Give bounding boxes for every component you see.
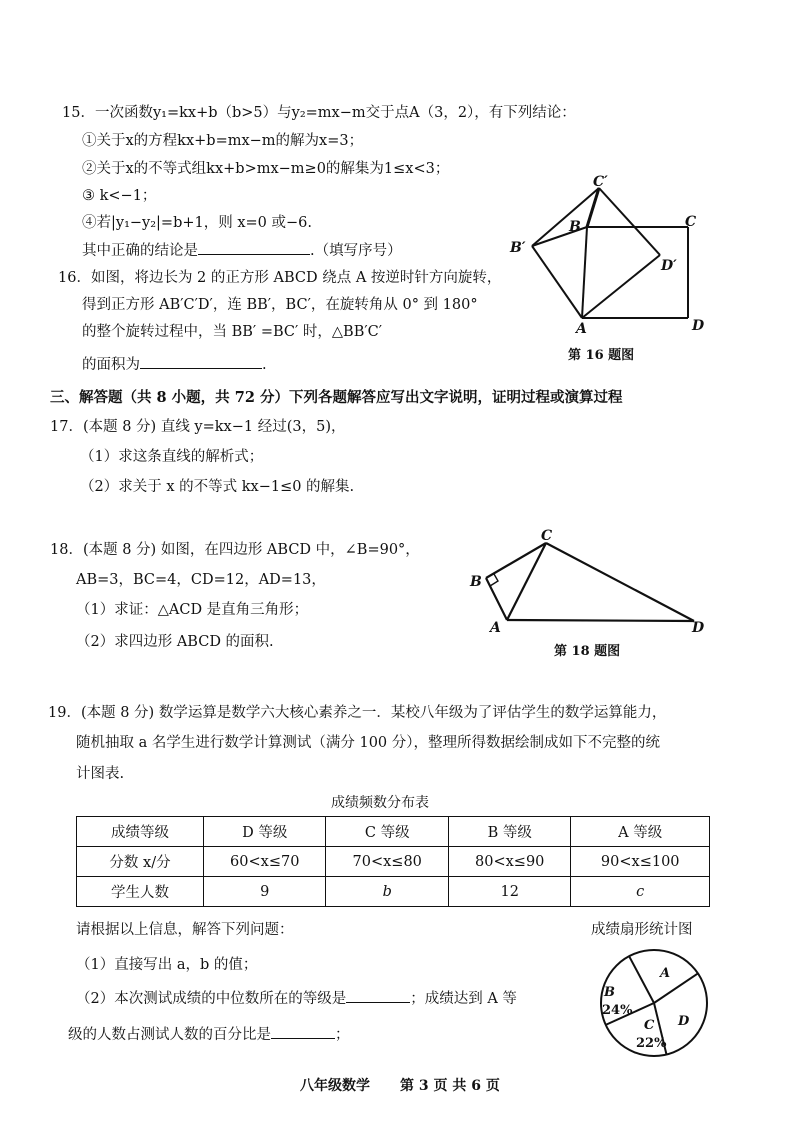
q19-part-2 bbox=[76, 988, 517, 1009]
pie-label-a: A bbox=[660, 966, 671, 981]
pie-percent-c: 22% bbox=[636, 1036, 667, 1051]
q17-part-1: （1）求这条直线的解析式； bbox=[80, 449, 264, 465]
q18-label-c: C bbox=[541, 528, 553, 544]
footer-page: 第 3 页 共 6 页 bbox=[400, 1078, 500, 1094]
table-cell: c bbox=[571, 877, 710, 907]
q16-label-d-prime: D′ bbox=[661, 258, 677, 274]
q19-percent-blank[interactable] bbox=[271, 1024, 335, 1039]
q16-line-3: 的整个旋转过程中，当 BB′ =BC′ 时，△BB′C′ bbox=[82, 324, 383, 340]
q19-prompt: 请根据以上信息，解答下列问题： bbox=[76, 922, 294, 938]
q16-label-b-prime: B′ bbox=[510, 240, 526, 256]
frequency-table bbox=[76, 816, 710, 907]
q16-line-2: 得到正方形 AB′C′D′，连 BB′，BC′，在旋转角从 0° 到 180° bbox=[82, 297, 478, 313]
table-header-cell: D 等级 bbox=[204, 817, 326, 847]
q15-answer-suffix: .（填写序号） bbox=[310, 243, 402, 259]
q19-line-3: 计图表. bbox=[76, 766, 125, 782]
q15-stem: 15．一次函数y₁=kx+b（b>5）与y₂=mx−m交于点A（3，2），有下列结论： bbox=[62, 105, 576, 121]
q18-label-d: D bbox=[692, 620, 705, 636]
q19-table-title: 成绩频数分布表 bbox=[331, 795, 429, 811]
table-row bbox=[77, 877, 710, 907]
q19-line-2: 随机抽取 a 名学生进行数学计算测试（满分 100 分），整理所得数据绘制成如下不完整的统 bbox=[76, 735, 661, 751]
q18-label-a: A bbox=[490, 620, 501, 636]
pie-label-b: B bbox=[604, 985, 615, 1000]
pie-label-c: C bbox=[644, 1018, 655, 1033]
table-row bbox=[77, 847, 710, 877]
table-cell: 70<x≤80 bbox=[326, 847, 448, 877]
q19-part-2-middle: ；成绩达到 A 等 bbox=[410, 991, 517, 1007]
q16-line-1: 16．如图，将边长为 2 的正方形 ABCD 绕点 A 按逆时针方向旋转， bbox=[58, 270, 502, 286]
q16-label-a: A bbox=[576, 321, 587, 337]
q17-part-2: （2）求关于 x 的不等式 kx−1≤0 的解集. bbox=[80, 479, 355, 495]
q19-pie-title: 成绩扇形统计图 bbox=[591, 922, 693, 938]
table-cell: 80<x≤90 bbox=[448, 847, 570, 877]
q19-part-2-line-2-prefix: 级的人数占测试人数的百分比是 bbox=[68, 1027, 271, 1043]
q18-line-2: AB=3，BC=4，CD=12，AD=13， bbox=[76, 572, 326, 588]
score-pie-chart bbox=[596, 945, 716, 1065]
q16-answer-prefix: 的面积为 bbox=[82, 357, 140, 373]
table-header-cell: A 等级 bbox=[571, 817, 710, 847]
pie-label-d: D bbox=[678, 1014, 690, 1029]
q16-label-c: C bbox=[685, 214, 697, 230]
pie-percent-b: 24% bbox=[602, 1003, 633, 1018]
q19-part-2-line-2-suffix: ； bbox=[335, 1027, 350, 1043]
q15-option-1: ①关于x的方程kx+b=mx−m的解为x=3； bbox=[82, 133, 364, 149]
table-header-row bbox=[77, 817, 710, 847]
section3-title: 三、解答题（共 8 小题，共 72 分）下列各题解答应写出文字说明，证明过程或演算过程 bbox=[50, 389, 623, 406]
q18-part-2: （2）求四边形 ABCD 的面积. bbox=[76, 634, 274, 650]
q19-line-1: 19．(本题 8 分) 数学运算是数学六大核心素养之一．某校八年级为了评估学生的数学运算能力， bbox=[48, 705, 667, 721]
table-cell: 学生人数 bbox=[77, 877, 204, 907]
table-cell: 9 bbox=[204, 877, 326, 907]
q17-stem: 17．(本题 8 分) 直线 y=kx−1 经过(3，5)， bbox=[50, 419, 346, 435]
q19-part-2-prefix: （2）本次测试成绩的中位数所在的等级是 bbox=[76, 991, 347, 1007]
q18-caption: 第 18 题图 bbox=[554, 644, 621, 659]
table-cell: 分数 x/分 bbox=[77, 847, 204, 877]
q19-median-blank[interactable] bbox=[346, 988, 410, 1003]
table-header-cell: 成绩等级 bbox=[77, 817, 204, 847]
q16-label-d: D bbox=[692, 318, 705, 334]
table-cell: 90<x≤100 bbox=[571, 847, 710, 877]
q19-part-1: （1）直接写出 a，b 的值； bbox=[76, 957, 258, 973]
pie-slice-boundary-1 bbox=[629, 956, 654, 1003]
table-cell: b bbox=[326, 877, 448, 907]
q16-answer-suffix: . bbox=[262, 357, 267, 373]
q16-label-b: B bbox=[569, 219, 581, 235]
q18-part-1: （1）求证：△ACD 是直角三角形； bbox=[76, 602, 309, 618]
q19-part-2-line-2 bbox=[68, 1024, 350, 1045]
q16-caption: 第 16 题图 bbox=[568, 348, 635, 363]
q15-option-4: ④若|y₁−y₂|=b+1，则 x=0 或−6. bbox=[82, 215, 312, 231]
q18-edge-cd bbox=[546, 543, 694, 621]
q18-edge-ad bbox=[507, 620, 694, 621]
q18-edge-ab bbox=[486, 578, 507, 620]
q15-option-2: ②关于x的不等式组kx+b>mx−m≥0的解集为1≤x<3； bbox=[82, 161, 450, 177]
q15-answer-prefix: 其中正确的结论是 bbox=[82, 243, 198, 259]
footer-subject: 八年级数学 bbox=[300, 1078, 370, 1094]
q16-label-c-prime: C′ bbox=[593, 174, 608, 190]
q15-option-3: ③ k<−1； bbox=[82, 188, 157, 204]
q18-label-b: B bbox=[470, 574, 482, 590]
table-cell: 60<x≤70 bbox=[204, 847, 326, 877]
table-header-cell: B 等级 bbox=[448, 817, 570, 847]
table-header-cell: C 等级 bbox=[326, 817, 448, 847]
q18-stem: 18．(本题 8 分) 如图，在四边形 ABCD 中，∠B=90°， bbox=[50, 542, 420, 558]
table-cell: 12 bbox=[448, 877, 570, 907]
